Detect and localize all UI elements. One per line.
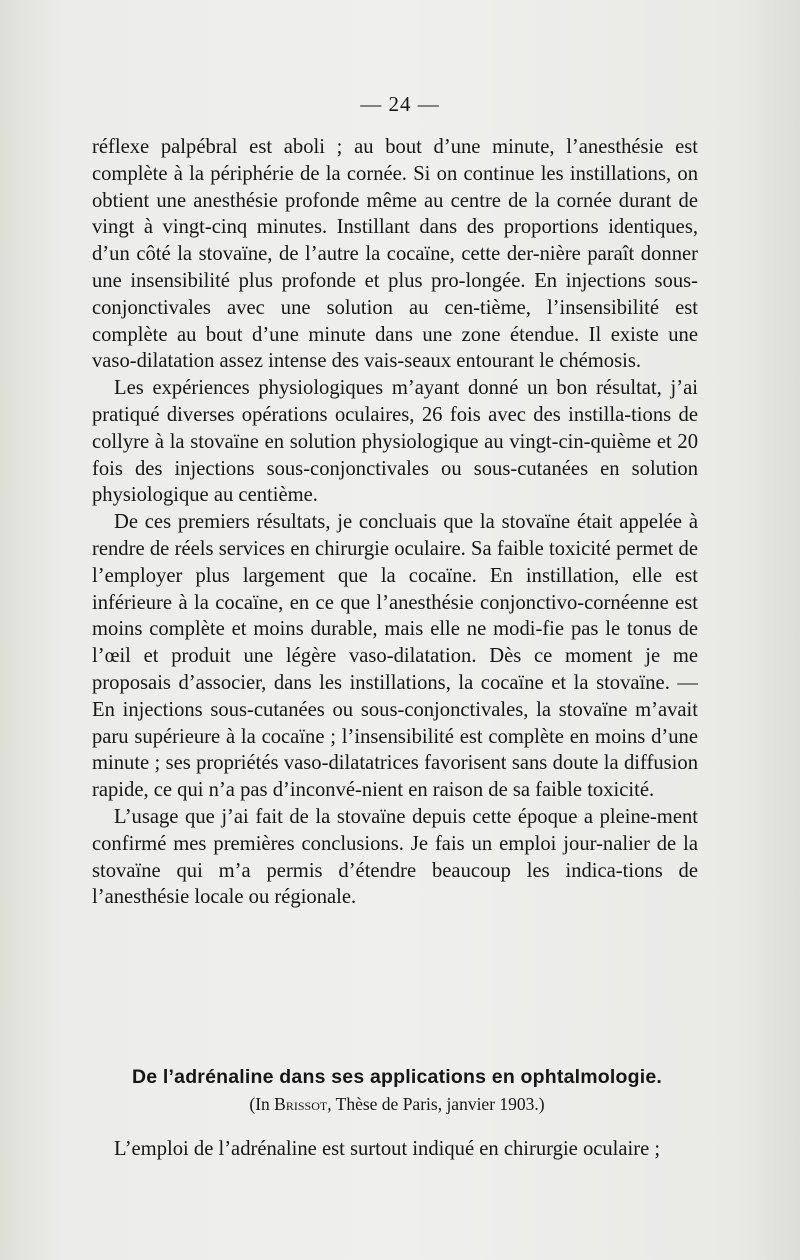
citation-open: (In <box>249 1094 275 1114</box>
body-text <box>92 134 698 911</box>
section-title: De l’adrénaline dans ses applications en ophtalmologie. <box>131 1066 663 1088</box>
paragraph-3: De ces premiers résultats, je concluais que la stovaïne était appelée à rendre de réels services en chirurgie oculaire. Sa faible toxicité permet de l’employer plus largement que la cocaïne. En instillation, elle est inférieure à la cocaïne, en ce que l’anesthésie conjonctivo-cornéenne est moins complète et moins durable, mais elle ne modi-fie pas le tonus de l’œil et produit une légère vaso-dilatation. Dès ce moment je me proposais d’associer, dans les instillations, la cocaïne et la stovaïne. — En injections sous-cutanées ou sous-conjonctivales, la stovaïne m’avait paru supérieure à la cocaïne ; l’insensibilité est complète en moins d’une minute ; ses propriétés vaso-dilatatrices favorisent sans doute la diffusion rapide, ce qui n’a pas d’inconvé-nient en raison de sa faible toxicité. <box>92 511 698 802</box>
page-number: — 24 — <box>360 92 440 116</box>
paragraph-1: réflexe palpébral est aboli ; au bout d’une minute, l’anesthésie est complète à la périphérie de la cornée. Si on continue les instillations, on obtient une anesthésie profonde même au centre de la cornée durant de vingt à vingt-cinq minutes. Instillant dans des proportions identiques, d’un côté la stovaïne, de l’autre la cocaïne, cette der-nière paraît donner une insensibilité plus profonde et plus pro-longée. En injections sous-conjonctivales avec une solution au cen-tième, l’insensibilité est complète au bout d’une minute dans une zone étendue. Il existe une vaso-dilatation assez intense des vais-seaux entourant le chémosis. <box>92 136 698 373</box>
section-citation <box>92 1094 702 1115</box>
paragraph-4: L’usage que j’ai fait de la stovaïne depuis cette époque a pleine-ment confirmé mes premières conclusions. Je fais un emploi jour-nalier de la stovaïne qui m’a permis d’étendre beaucoup les indica-tions de l’anesthésie locale ou régionale. <box>92 805 698 909</box>
section-first-line: L’emploi de l’adrénaline est surtout indiqué en chirurgie oculaire ; <box>114 1138 661 1160</box>
citation-author: Brissot <box>274 1094 328 1114</box>
citation-rest: , Thèse de Paris, janvier 1903.) <box>327 1094 545 1114</box>
paragraph-2: Les expériences physiologiques m’ayant donné un bon résultat, j’ai pratiqué diverses opérations oculaires, 26 fois avec des instilla-tions de collyre à la stovaïne en solution physiologique au vingt-cin-quième et 20 fois des injections sous-conjonctivales ou sous-cutanées en solution physiologique au centième. <box>92 377 698 507</box>
